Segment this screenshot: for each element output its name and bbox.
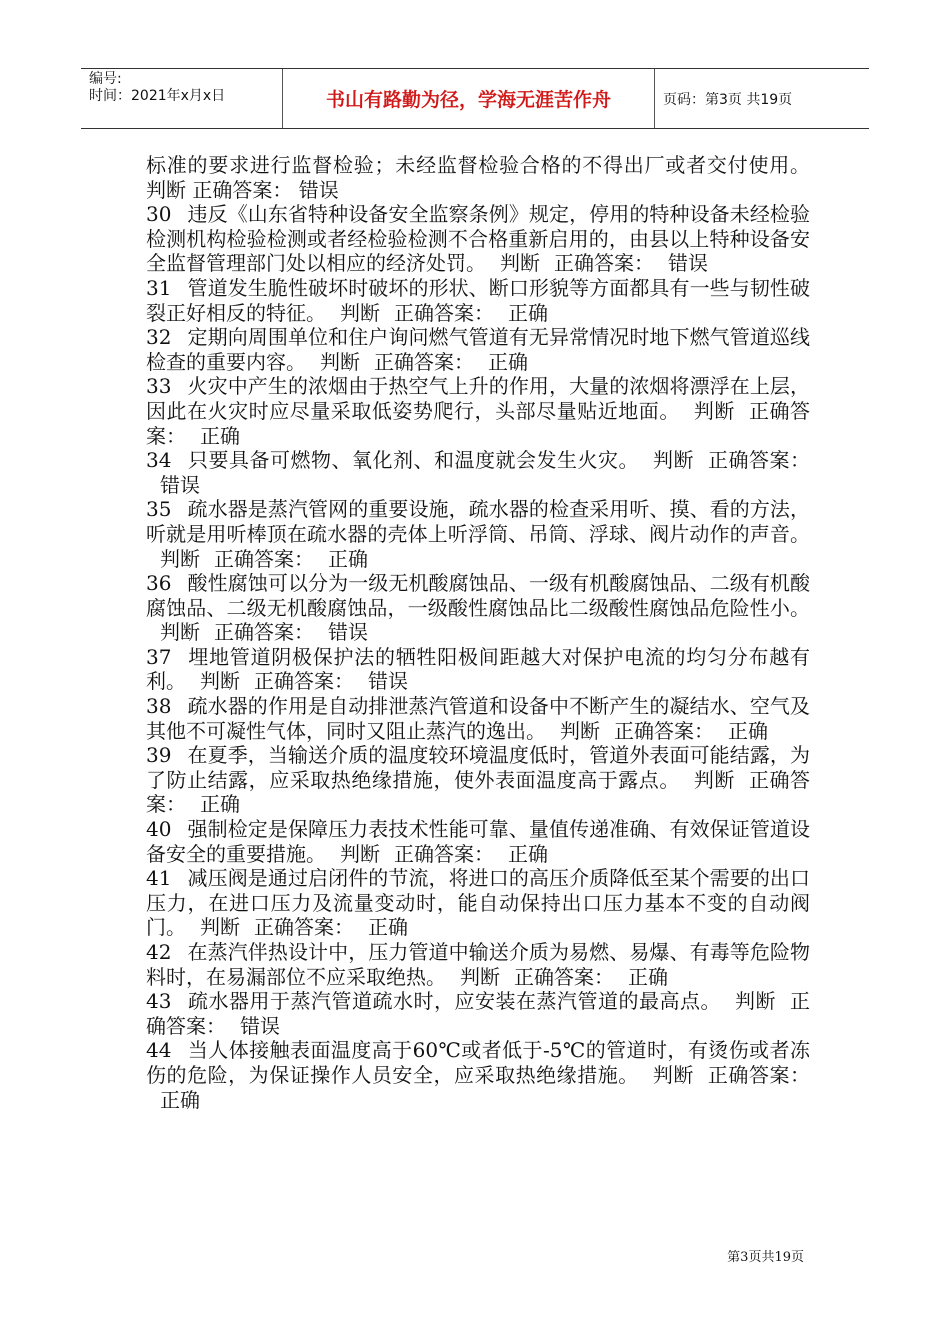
question-type: 判断 <box>200 669 240 694</box>
answer-label: 正确答案： <box>146 398 811 448</box>
answer-value: 正确 <box>160 1087 200 1112</box>
question-type: 判断 <box>160 546 200 571</box>
answer-label: 正确答案： <box>614 718 714 743</box>
intro-paragraph: 标准的要求进行监督检验；未经监督检验合格的不得出厂或者交付使用。 判断 正确答案： 错误 <box>146 153 810 202</box>
question-item <box>146 989 810 1038</box>
question-list <box>146 202 810 1112</box>
header-motto: 书山有路勤为径，学海无涯苦作舟 <box>283 69 655 128</box>
question-number: 41 <box>146 866 172 891</box>
question-text: 在蒸汽伴热设计中，压力管道中输送介质为易燃、易爆、有毒等危险物料时，在易漏部位不应采取绝热。 <box>146 940 810 989</box>
question-type: 判断 <box>693 398 735 423</box>
answer-label: 正确答案： <box>146 767 811 817</box>
question-item <box>146 866 810 940</box>
answer-label: 正确答案： <box>394 841 494 866</box>
question-number: 39 <box>146 743 172 768</box>
question-text: 酸性腐蚀可以分为一级无机酸腐蚀品、一级有机酸腐蚀品、二级有机酸腐蚀品、二级无机酸腐蚀品，一级酸性腐蚀品比二级酸性腐蚀品危险性小。 <box>146 571 810 620</box>
question-item <box>146 497 810 571</box>
question-type: 判断 <box>500 251 540 276</box>
question-text: 当人体接触表面温度高于60℃或者低于-5℃的管道时，有烫伤或者冻伤的危险，为保证操作人员安全，应采取热绝缘措施。 <box>146 1038 810 1087</box>
answer-label: 正确答案： <box>214 620 314 645</box>
page-header <box>81 68 869 129</box>
question-type: 判断 <box>320 349 360 374</box>
answer-value: 错误 <box>668 251 708 276</box>
question-type: 判断 <box>160 620 200 645</box>
question-number: 42 <box>146 940 172 964</box>
header-meta <box>81 69 283 128</box>
answer-label: 正确答案： <box>214 546 314 571</box>
question-type: 判断 <box>200 915 240 940</box>
answer-value: 正确 <box>728 718 768 743</box>
question-type: 判断 <box>340 841 380 866</box>
question-text: 管道发生脆性破坏时破坏的形状、断口形貌等方面都具有一些与韧性破裂正好相反的特征。 <box>146 275 810 325</box>
answer-value: 正确 <box>628 964 668 989</box>
question-number: 36 <box>146 571 172 596</box>
question-type: 判断 <box>735 989 777 1014</box>
answer-value: 正确 <box>488 349 528 374</box>
question-number: 38 <box>146 694 172 719</box>
answer-value: 错误 <box>368 669 408 694</box>
question-number: 32 <box>146 325 172 350</box>
question-item <box>146 940 810 989</box>
document-body <box>146 153 810 1112</box>
number-label: 编号: <box>89 71 122 87</box>
question-text: 在夏季，当输送介质的温度较环境温度低时，管道外表面可能结露，为了防止结露，应采取热绝缘措施，使外表面温度高于露点。 <box>146 743 810 792</box>
question-type: 判断 <box>652 1062 694 1087</box>
time-label: 时间：2021年x月x日 <box>89 88 226 104</box>
question-text: 只要具备可燃物、氧化剂、和温度就会发生火灾。 <box>187 448 639 473</box>
answer-label: 正确答案： <box>707 1062 811 1087</box>
question-number: 43 <box>146 989 172 1014</box>
question-type: 判断 <box>560 718 600 743</box>
question-number: 33 <box>146 374 172 399</box>
answer-label: 正确答案： <box>254 915 354 940</box>
question-item <box>146 276 810 325</box>
question-number: 30 <box>146 202 172 227</box>
page-footer: 第3页共19页 <box>727 1250 804 1265</box>
header-page-number: 页码：第3页 共19页 <box>663 91 793 108</box>
question-item <box>146 325 810 374</box>
answer-label: 正确答案： <box>394 300 494 325</box>
answer-label: 正确答案： <box>514 964 614 989</box>
question-item <box>146 694 810 743</box>
question-item <box>146 743 810 817</box>
question-text: 疏水器是蒸汽管网的重要设施，疏水器的检查采用听、摸、看的方法，听就是用听棒顶在疏水器的壳体上听浮筒、吊筒、浮球、阀片动作的声音。 <box>146 497 810 546</box>
question-number: 34 <box>146 448 172 473</box>
question-item <box>146 571 810 645</box>
question-item <box>146 374 810 448</box>
question-number: 31 <box>146 275 172 300</box>
question-number: 40 <box>146 817 172 842</box>
question-number: 35 <box>146 497 172 522</box>
question-type: 判断 <box>653 448 695 473</box>
answer-label: 正确答案： <box>554 251 654 276</box>
question-item <box>146 448 810 497</box>
answer-value: 正确 <box>508 300 548 325</box>
answer-value: 错误 <box>240 1013 280 1038</box>
question-item <box>146 645 810 694</box>
question-type: 判断 <box>340 300 380 325</box>
answer-value: 正确 <box>200 792 240 817</box>
answer-value: 正确 <box>368 915 408 940</box>
question-text: 疏水器用于蒸汽管道疏水时，应安装在蒸汽管道的最高点。 <box>187 989 721 1014</box>
question-text: 减压阀是通过启闭件的节流，将进口的高压介质降低至某个需要的出口压力，在进口压力及流量变动时，能自动保持出口压力基本不变的自动阀门。 <box>146 866 810 940</box>
question-item <box>146 817 810 866</box>
question-type: 判断 <box>693 767 735 792</box>
question-text: 埋地管道阴极保护法的牺牲阳极间距越大对保护电流的均匀分布越有利。 <box>146 644 810 694</box>
answer-label: 正确答案： <box>146 989 811 1038</box>
question-text: 违反《山东省特种设备安全监察条例》规定，停用的特种设备未经检验检测机构检验检测或者经检验检测不合格重新启用的，由县以上特种设备安全监督管理部门处以相应的经济处罚。 <box>146 202 810 276</box>
question-item <box>146 1038 810 1112</box>
answer-value: 正确 <box>200 423 240 448</box>
question-number: 37 <box>146 644 172 669</box>
question-text: 定期向周围单位和住户询问燃气管道有无异常情况时地下燃气管道巡线检查的重要内容。 <box>146 325 810 374</box>
question-type: 判断 <box>460 964 500 989</box>
question-text: 强制检定是保障压力表技术性能可靠、量值传递准确、有效保证管道设备安全的重要措施。 <box>146 817 810 866</box>
answer-label: 正确答案： <box>374 349 474 374</box>
question-text: 火灾中产生的浓烟由于热空气上升的作用，大量的浓烟将漂浮在上层，因此在火灾时应尽量采取低姿势爬行，头部尽量贴近地面。 <box>146 374 810 423</box>
question-text: 疏水器的作用是自动排泄蒸汽管道和设备中不断产生的凝结水、空气及其他不可凝性气体，同时又阻止蒸汽的逸出。 <box>146 694 810 743</box>
answer-label: 正确答案： <box>254 669 354 694</box>
answer-label: 正确答案： <box>708 448 811 473</box>
answer-value: 正确 <box>328 546 368 571</box>
question-number: 44 <box>146 1038 172 1063</box>
question-item <box>146 202 810 276</box>
answer-value: 错误 <box>160 472 200 497</box>
answer-value: 正确 <box>508 841 548 866</box>
answer-value: 错误 <box>328 620 368 645</box>
